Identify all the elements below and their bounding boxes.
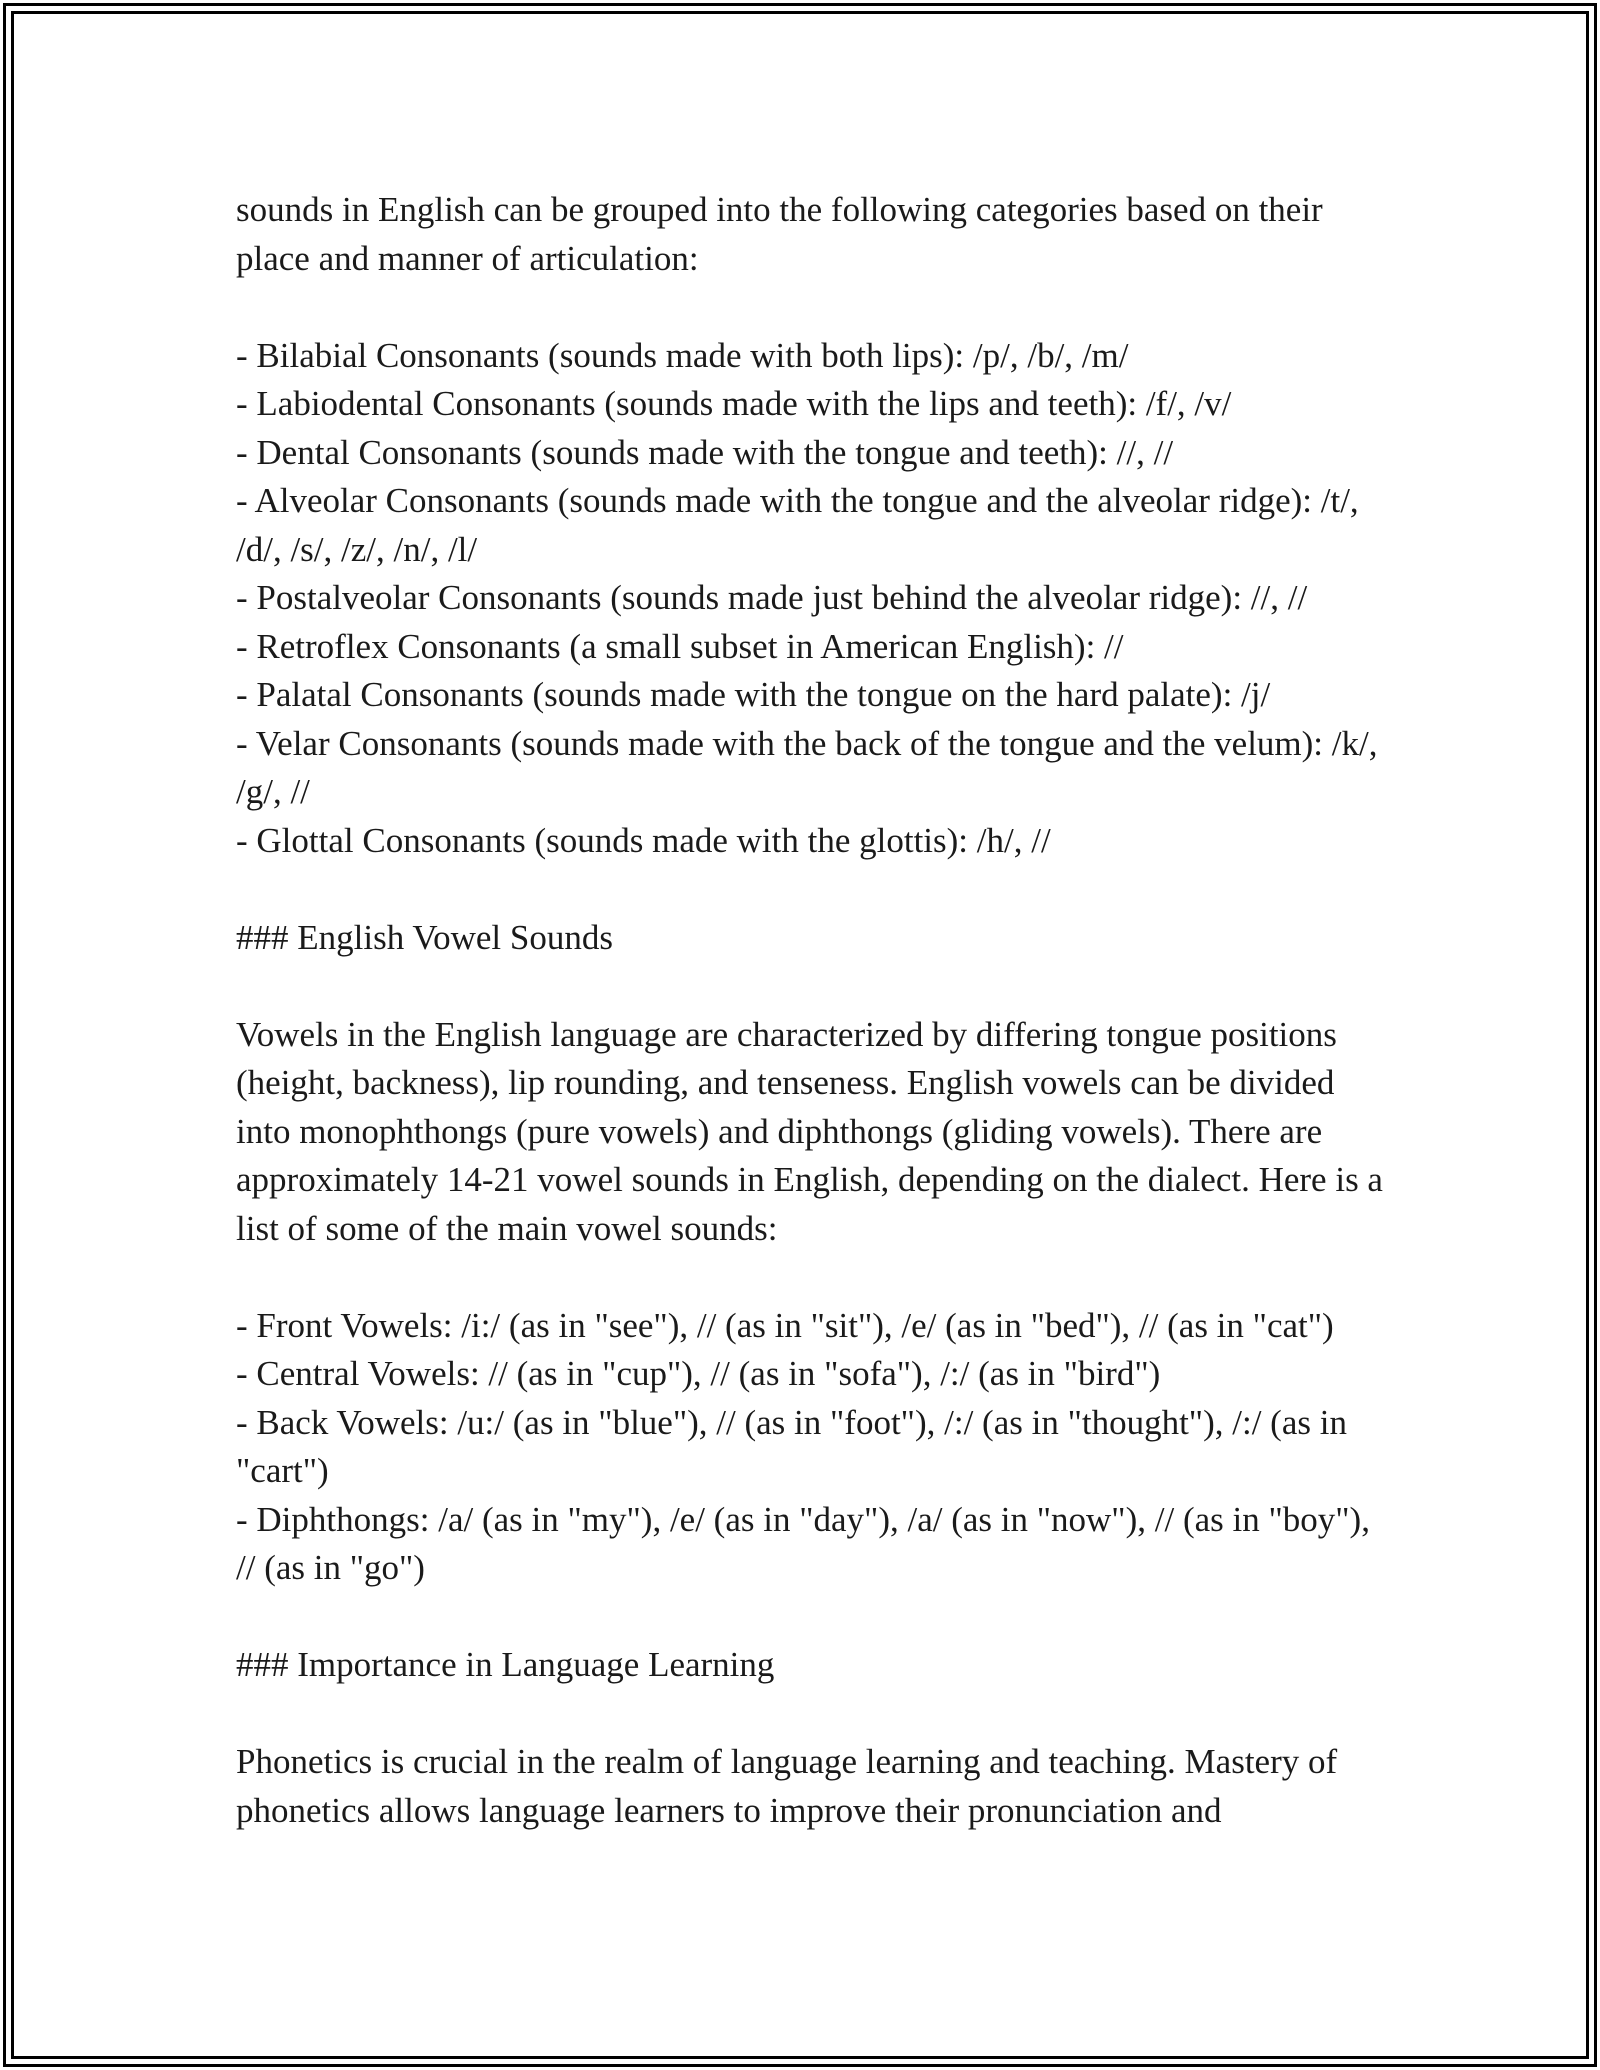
consonant-list — [236, 332, 1386, 866]
list-item: - Glottal Consonants (sounds made with the glottis): /h/, // — [236, 820, 1051, 860]
list-item: - Velar Consonants (sounds made with the back of the tongue and the velum): /k/, /g/, // — [236, 723, 1378, 811]
section-heading-vowels: ### English Vowel Sounds — [236, 917, 613, 957]
list-item: - Bilabial Consonants (sounds made with both lips): /p/, /b/, /m/ — [236, 335, 1129, 375]
intro-paragraph: sounds in English can be grouped into the following categories based on their place and manner of articulation: — [236, 190, 1332, 278]
list-item: - Postalveolar Consonants (sounds made just behind the alveolar ridge): //, // — [236, 578, 1308, 617]
vowels-paragraph: Vowels in the English language are characterized by differing tongue positions (height, backness), lip rounding, and tenseness. English vowels can be divided into monophthongs (pure vowels) and diphthongs (gliding vowels). There are approximately 14-21 vowel sounds in English, depending on the dialect. Here is a list of some of the main vowel sounds: — [236, 1014, 1392, 1248]
document-page — [236, 186, 1392, 1884]
list-item: - Front Vowels: /i:/ (as in "see"), // (as in "sit"), /e/ (as in "bed"), // (as in "cat") — [236, 1305, 1334, 1345]
list-item: - Central Vowels: // (as in "cup"), // (as in "sofa"), /:/ (as in "bird") — [236, 1354, 1161, 1393]
list-item: - Diphthongs: /a/ (as in "my"), /e/ (as in "day"), /a/ (as in "now"), // (as in "boy"), // (as in "go") — [236, 1499, 1370, 1587]
list-item: - Labiodental Consonants (sounds made with the lips and teeth): /f/, /v/ — [236, 384, 1232, 423]
list-item: - Dental Consonants (sounds made with the tongue and teeth): //, // — [236, 432, 1174, 472]
list-item: - Retroflex Consonants (a small subset in American English): // — [236, 626, 1124, 666]
list-item: - Alveolar Consonants (sounds made with the tongue and the alveolar ridge): /t/, /d/, /s/, /z/, /n/, /l/ — [236, 481, 1359, 569]
vowel-list — [236, 1302, 1386, 1593]
list-item: - Back Vowels: /u:/ (as in "blue"), // (as in "foot"), /:/ (as in "thought"), /:/ (as in "cart") — [236, 1402, 1347, 1490]
importance-paragraph: Phonetics is crucial in the realm of language learning and teaching. Mastery of phonetics allows language learners to improve their pronunciation and — [236, 1742, 1346, 1830]
section-heading-importance: ### Importance in Language Learning — [236, 1645, 775, 1684]
list-item: - Palatal Consonants (sounds made with the tongue on the hard palate): /j/ — [236, 675, 1271, 714]
